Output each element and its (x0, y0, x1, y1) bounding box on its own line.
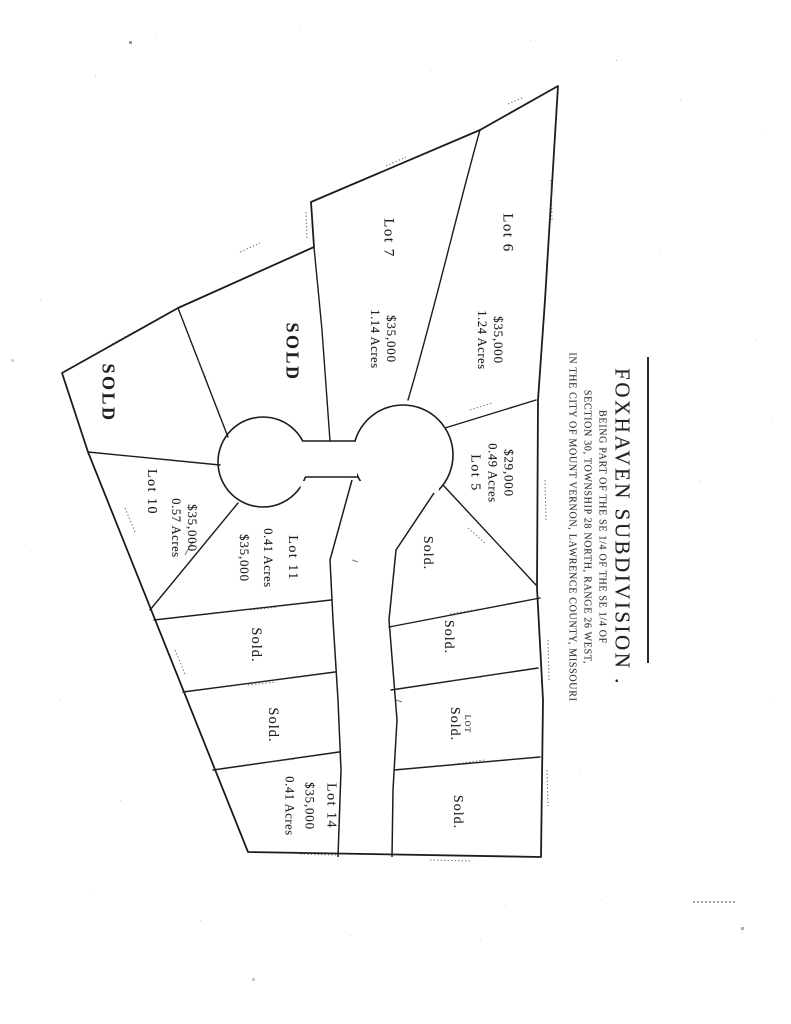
lot5-label (467, 443, 518, 502)
sold-right-1-label: Sold. (419, 535, 435, 571)
lot7-sold-line (314, 247, 330, 441)
sold-lot-9-label: SOLD (98, 363, 119, 423)
title-underline (647, 357, 649, 663)
lot5-name: Lot 5 (467, 454, 483, 492)
lot14-acres: 0.41 Acres (282, 776, 297, 836)
lot11-sold-line (154, 600, 331, 620)
lot11-price: $35,000 (237, 534, 252, 582)
sold-right-4-label: Sold. (449, 794, 465, 830)
left-sold-sold-line (183, 672, 335, 692)
lot14-price: $35,000 (302, 782, 318, 830)
lot9-lot10-line (88, 452, 220, 465)
lot10-name: Lot 10 (143, 469, 159, 515)
sold-right-3-lot-prefix: LOT (463, 714, 472, 734)
lot11-name: Lot 11 (285, 535, 300, 581)
cul-de-sac-west-bulb (218, 417, 308, 507)
sold-right-2-label: Sold. (440, 619, 456, 655)
sold-lot-8-label: SOLD (282, 322, 303, 382)
lot6-acres: 1.24 Acres (475, 310, 489, 370)
lot11-acres: 0.41 Acres (261, 528, 275, 588)
lot7-name: Lot 7 (380, 218, 397, 258)
lot5-price: $29,000 (501, 449, 517, 497)
right-line-3 (394, 757, 540, 770)
lot7-price-acres (366, 309, 400, 368)
lot7-price: $35,000 (384, 315, 399, 363)
sold-right-3-status: Sold. (447, 706, 462, 742)
lot10-price: $35,000 (185, 504, 200, 552)
legal-description-line-3: IN THE CITY OF MOUNT VERNON, LAWRENCE COUNTY, MISSOURI (566, 352, 578, 702)
lot10-price-acres (167, 498, 201, 557)
legal-description-line-2: SECTION 30, TOWNSHIP 28 NORTH, RANGE 26 WEST, (581, 389, 593, 665)
sold-left-2-label: Sold. (265, 707, 282, 743)
lot7-acres: 1.14 Acres (368, 309, 382, 369)
lot6-name: Lot 6 (499, 213, 516, 253)
lot14-label (279, 776, 342, 835)
lot6-price: $35,000 (491, 316, 506, 364)
sold-right-3-label (448, 707, 474, 741)
sold-sold-line (178, 308, 228, 437)
lot11-label (232, 528, 304, 587)
sold-left-1-label: Sold. (248, 627, 265, 663)
lot5-acres: 0.49 Acres (485, 443, 500, 503)
scan-smudge (693, 901, 735, 903)
legal-description-line-1: BEING PART OF THE SE 1/4 OF THE SE 1/4 OF (596, 410, 608, 644)
subdivision-title: FOXHAVEN SUBDIVISION . (610, 368, 635, 686)
lot6-price-acres (473, 310, 507, 369)
lot14-name: Lot 14 (323, 783, 339, 829)
lot10-acres: 0.57 Acres (169, 498, 183, 558)
lot6-lot7-line (408, 130, 480, 400)
lot6-lot5-line (445, 400, 536, 428)
title-block (565, 342, 636, 712)
scan-speckles (0, 0, 1, 1)
